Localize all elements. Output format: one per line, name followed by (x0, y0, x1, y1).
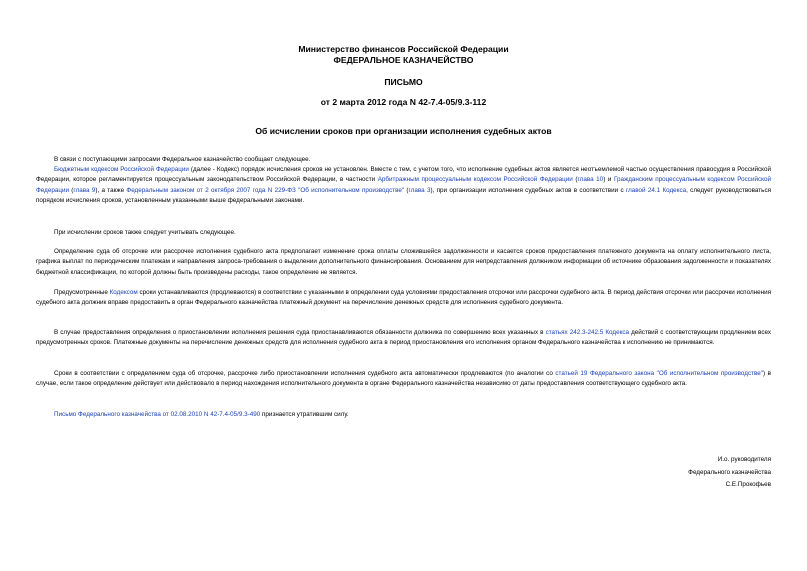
treasury-heading: ФЕДЕРАЛЬНОЕ КАЗНАЧЕЙСТВО (333, 55, 474, 65)
text-segment: Сроки в соответствии с определением суда об отсрочке, рассрочке либо приостановлении исполнения судебного акта автоматически продлеваются (по аналогии со (54, 370, 556, 377)
paragraph-intro: В связи с поступающими запросами Федеральное казначейство сообщает следующее. (54, 156, 311, 163)
text-segment: Предусмотренные (54, 289, 110, 296)
link-code[interactable]: Кодексом (109, 289, 138, 296)
paragraph-legal-basis (36, 165, 771, 207)
link-budget-code[interactable]: Бюджетным кодексом Российской Федерации (54, 166, 189, 173)
text-segment: (далее - Кодекс) порядок исчисления сроков не установлен. Вместе с тем, с учетом того, что исполнение судебных актов является неотъемлемой частью осуществления правосудия в Российской Федерации, которое регламентируется процессуальным законодательством Российской Федерации, в частности (36, 166, 772, 184)
text-segment: ) в случае, если такое определение действует или действовало в период нахождения исполнительного документа в органе Федерального казначейства независимо от даты предоставления соответствующего судебного акта. (36, 370, 771, 388)
paragraph-terms (36, 288, 771, 309)
paragraph-deferral: Определение суда об отсрочке или рассрочке исполнения судебного акта предполагает изменение срока оплаты сложившейся задолженности и касается сроков предоставления платежного документа на оплату исполнительного листа, графика выплат по периодическим платежам и направления запроса-требования о выделении дополнительного финансирования. Основанием для непредставления должником информации об источнике образования задолженности и показателях бюджетной классификации, по которой должны быть произведены расходы, такое определение не является. (36, 248, 771, 276)
signature-position: И.о. руководителя (717, 456, 771, 463)
link-arbitration-code[interactable]: Арбитражным процессуальным кодексом Российской Федерации (377, 176, 573, 184)
link-articles-242[interactable]: статьях 242.3-242.5 Кодекса (545, 329, 630, 336)
text-segment: сроки устанавливаются (продлеваются) в соответствии с указанными в определении суда условиями предоставления отсрочки или рассрочки судебного акта. В период действия отсрочки или рассрочки исполнения судебного акта должник вправе предоставить в орган Федерального казначейства платежный документ на перечисление денежных средств для исполнения судебного документа. (36, 289, 772, 307)
signature-org: Федерального казначейства (688, 468, 771, 476)
paragraph-consider: При исчислении сроков также следует учитывать следующее. (54, 229, 236, 236)
paragraph-repeal (36, 410, 771, 420)
text-segment: ) и (603, 176, 614, 184)
text-segment: ( (68, 186, 74, 194)
link-federal-law-229[interactable]: Федеральным законом от 2 октября 2007 года N 229-ФЗ "Об исполнительном производстве" (126, 186, 405, 194)
link-article-19[interactable]: статьей 19 Федерального закона "Об исполнительном производстве" (555, 370, 764, 377)
link-chapter-10[interactable]: глава 10 (577, 176, 604, 184)
text-segment: действий с соответствующим продлением всех предусмотренных сроков. Платежные документы на перечисление денежных средств для исполнения судебного акта в период приостановления его исполнения органом Федерального казначейства к исполнению не принимаются. (36, 329, 771, 347)
signature-name: С.Е.Прокофьев (725, 481, 771, 488)
text-segment: ( (404, 186, 409, 194)
link-chapter-3[interactable]: глава 3 (408, 186, 431, 194)
paragraph-extension (36, 369, 771, 390)
text-segment: ), при организации исполнения судебных актов в соответствии с (430, 186, 626, 194)
link-chapter-9[interactable]: глава 9 (73, 186, 96, 194)
ministry-heading: Министерство финансов Российской Федерации (298, 44, 509, 54)
paragraph-suspension (36, 328, 771, 349)
text-segment: ), а также (95, 186, 127, 194)
doc-type-heading: ПИСЬМО (384, 77, 423, 87)
link-chapter-24-1[interactable]: главой 24.1 Кодекса (625, 186, 687, 194)
signature-block (471, 454, 771, 492)
link-repealed-letter[interactable]: Письмо Федерального казначейства от 02.08.2010 N 42-7.4-05/9.3-490 (54, 411, 261, 418)
text-segment: В случае предоставления определения о приостановлении исполнения решения суда приостанавливаются обязанности должника по совершению всех указанных в (54, 329, 546, 336)
link-civil-code[interactable]: Гражданским процессуальным кодексом Российской Федерации (36, 176, 771, 194)
document-title: Об исчислении сроков при организации исполнения судебных актов (255, 126, 552, 136)
text-segment: ( (572, 176, 578, 184)
doc-date-number: от 2 марта 2012 года N 42-7.4-05/9.3-112 (320, 97, 487, 107)
text-segment: признается утратившим силу. (260, 411, 349, 418)
text-segment: , следует руководствоваться порядком исчисления сроков, установленным указанными выше федеральными законами. (36, 186, 771, 205)
